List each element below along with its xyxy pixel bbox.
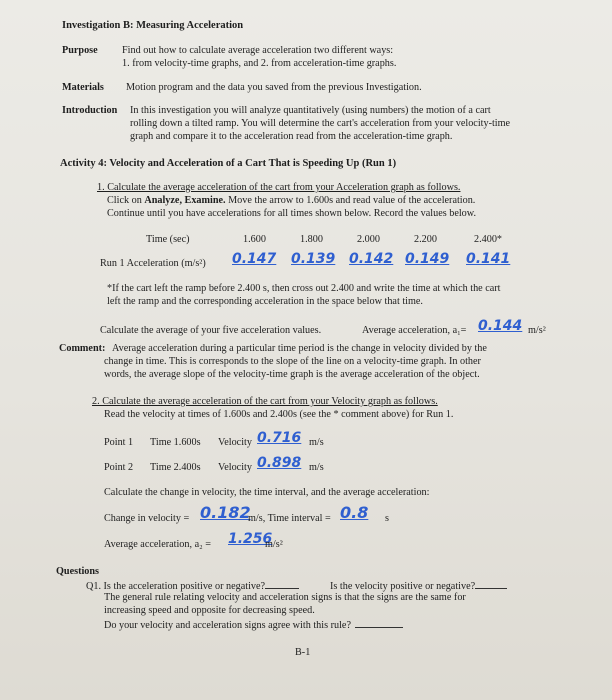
change-velocity-value[interactable]: 0.182: [200, 503, 251, 522]
step1-heading: 1. Calculate the average acceleration of the cart from your Acceleration graph as follows.: [97, 182, 461, 193]
acceleration-label: Run 1 Acceleration (m/s²): [100, 258, 206, 269]
point2-velocity-value[interactable]: 0.898: [257, 455, 302, 471]
acceleration-value-1[interactable]: 0.147: [232, 251, 277, 267]
rule-line-2: increasing speed and opposite for decreasing speed.: [104, 605, 315, 616]
activity-title: Activity 4: Velocity and Acceleration of a Cart That is Speeding Up (Run 1): [60, 158, 397, 169]
change-velocity-label: Change in velocity =: [104, 513, 190, 524]
point1-velocity-value[interactable]: 0.716: [257, 430, 302, 446]
rule-question-text: Do your velocity and acceleration signs agree with this rule?: [104, 620, 351, 631]
introduction-line-2: rolling down a tilted ramp. You will determine the cart's acceleration from your velocity-time: [130, 118, 511, 129]
step1-line2-suffix: Move the arrow to 1.600s and read value of the acceleration.: [225, 195, 476, 206]
average-a2-value[interactable]: 1.256: [228, 531, 273, 547]
comment-label: Comment:: [59, 343, 106, 354]
time-interval-value[interactable]: 0.8: [340, 503, 369, 522]
point1-unit: m/s: [309, 437, 324, 448]
rule-answer-blank[interactable]: [355, 617, 403, 628]
purpose-line-2: 1. from velocity-time graphs, and 2. from acceleration-time graphs.: [122, 58, 397, 69]
point2-time: Time 2.400s: [150, 462, 201, 473]
introduction-line-3: graph and compare it to the acceleration read from the acceleration-time graph.: [130, 131, 453, 142]
purpose-line-1: Find out how to calculate average acceleration two different ways:: [122, 45, 394, 56]
questions-label: Questions: [56, 566, 100, 577]
rule-question: [104, 617, 403, 632]
comment-line-3: words, the average slope of the velocity-time graph is the average acceleration of the object.: [104, 369, 480, 380]
note-line-1: *If the cart left the ramp before 2.400 s, then cross out 2.400 and write the time at which the cart: [107, 283, 501, 294]
introduction-label: Introduction: [62, 105, 118, 116]
introduction-line-1: In this investigation you will analyze quantitatively (using numbers) the motion of a cart: [130, 105, 491, 116]
average-a2-label: Average acceleration, a₂ =: [104, 539, 211, 550]
average-a1-label: Average acceleration, a₁=: [362, 325, 467, 336]
page-number: B-1: [295, 647, 311, 658]
step1-line-2: [107, 194, 475, 207]
average-a1-unit: m/s²: [528, 325, 546, 336]
acceleration-value-2[interactable]: 0.139: [291, 251, 336, 267]
materials-text: Motion program and the data you saved from the previous Investigation.: [126, 82, 422, 93]
q1-answer-b-blank[interactable]: [475, 578, 507, 589]
time-value-5: 2.400*: [474, 234, 503, 245]
acceleration-value-4[interactable]: 0.149: [405, 251, 450, 267]
average-a2-unit: m/s²: [265, 539, 283, 550]
step1-line-3: Continue until you have accelerations for all times shown below. Record the values below.: [107, 208, 477, 219]
time-value-4: 2.200: [414, 234, 437, 245]
point2-velocity-label: Velocity: [218, 462, 252, 473]
step1-line2-prefix: Click on: [107, 195, 145, 206]
time-interval-label: m/s, Time interval =: [248, 513, 331, 524]
comment-line-2: change in time. This is corresponds to the slope of the line on a velocity-time graph. In other: [104, 356, 481, 367]
time-label: Time (sec): [146, 234, 190, 245]
point2-unit: m/s: [309, 462, 324, 473]
rule-line-1: The general rule relating velocity and acceleration signs is that the signs are the same for: [104, 592, 466, 603]
acceleration-value-5[interactable]: 0.141: [466, 251, 511, 267]
point1-velocity-label: Velocity: [218, 437, 252, 448]
time-value-3: 2.000: [357, 234, 380, 245]
point1-time: Time 1.600s: [150, 437, 201, 448]
page-title: Investigation B: Measuring Acceleration: [62, 20, 244, 31]
comment-line-1: Average acceleration during a particular time period is the change in velocity divided by the: [112, 343, 487, 354]
point1-label: Point 1: [104, 437, 134, 448]
point2-label: Point 2: [104, 462, 134, 473]
q1-part-b: Is the velocity positive or negative?: [330, 581, 476, 592]
step1-line2-menu: Analyze, Examine.: [144, 195, 226, 206]
note-line-2: left the ramp and the corresponding acceleration in the space below that time.: [107, 296, 423, 307]
acceleration-value-3[interactable]: 0.142: [349, 251, 394, 267]
time-value-2: 1.800: [300, 234, 323, 245]
step2-heading: 2. Calculate the average acceleration of the cart from your Velocity graph as follows.: [92, 396, 438, 407]
q1-answer-a-blank[interactable]: [265, 578, 299, 589]
time-value-1: 1.600: [243, 234, 266, 245]
average-a1-value[interactable]: 0.144: [478, 318, 523, 334]
time-interval-unit: s: [385, 513, 389, 524]
calc-instruction: Calculate the change in velocity, the time interval, and the average acceleration:: [104, 487, 430, 498]
materials-label: Materials: [62, 82, 104, 93]
step2-line-2: Read the velocity at times of 1.600s and 2.400s (see the * comment above) for Run 1.: [104, 409, 454, 420]
average-instruction: Calculate the average of your five acceleration values.: [100, 325, 322, 336]
purpose-label: Purpose: [62, 45, 98, 56]
q1-part-a: Q1. Is the acceleration positive or negative?: [86, 581, 266, 592]
